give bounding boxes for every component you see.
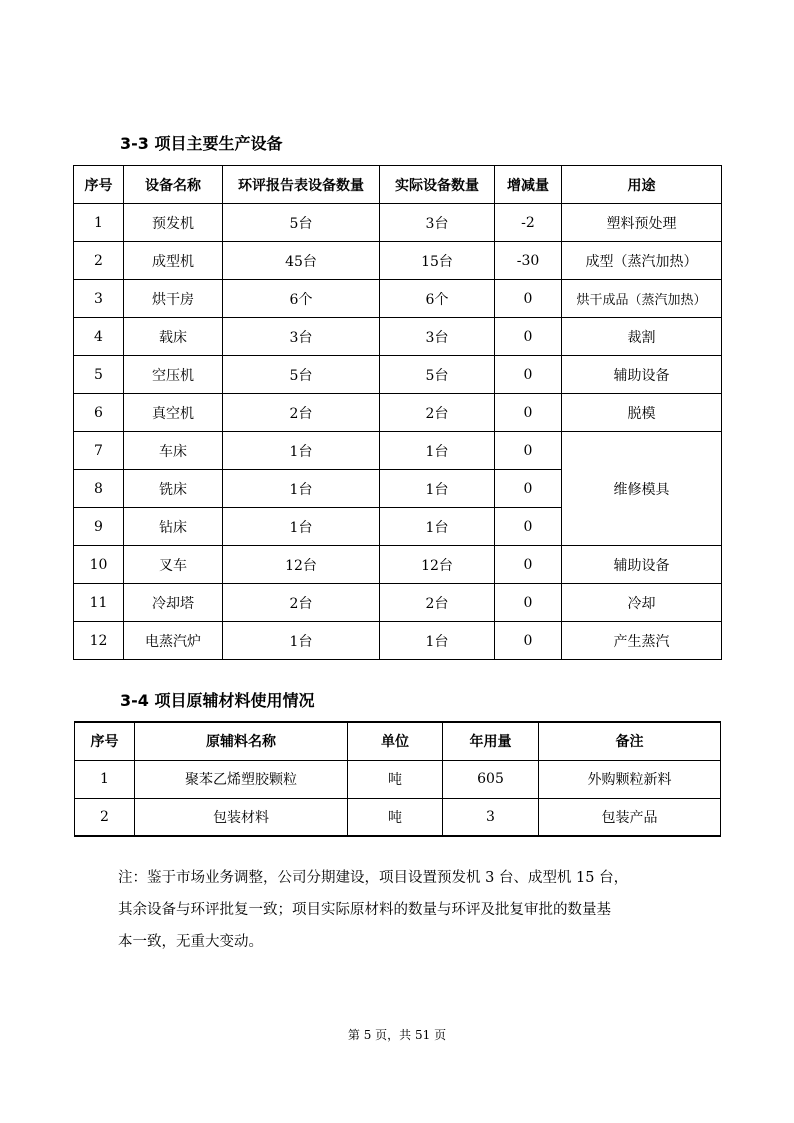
- cell-actual: 1台: [380, 432, 495, 470]
- cell-planned: 1台: [223, 432, 380, 470]
- materials-table: [74, 721, 721, 837]
- table-row: [74, 546, 722, 584]
- table-row: [74, 584, 722, 622]
- col-header-actual: 实际设备数量: [380, 166, 495, 204]
- cell-name: 烘干房: [124, 280, 223, 318]
- col-header-unit: 单位: [348, 722, 443, 760]
- cell-planned: 1台: [223, 622, 380, 660]
- col-header-name: 设备名称: [124, 166, 223, 204]
- cell-actual: 5台: [380, 356, 495, 394]
- cell-planned: 12台: [223, 546, 380, 584]
- cell-remark: 包装产品: [539, 798, 721, 836]
- cell-delta: -2: [495, 204, 562, 242]
- table-row: [74, 318, 722, 356]
- cell-name: 载床: [124, 318, 223, 356]
- cell-name: 车床: [124, 432, 223, 470]
- cell-annual-amount: 605: [443, 760, 539, 798]
- col-header-material-name: 原辅料名称: [135, 722, 348, 760]
- cell-actual: 1台: [380, 508, 495, 546]
- section-heading-materials: 3-4 项目原辅材料使用情况: [120, 691, 315, 710]
- col-header-remark: 备注: [539, 722, 721, 760]
- col-header-no: 序号: [75, 722, 135, 760]
- cell-use: 辅助设备: [562, 546, 722, 584]
- cell-planned: 45台: [223, 242, 380, 280]
- cell-delta: 0: [495, 508, 562, 546]
- table-row: [75, 760, 721, 798]
- table-row: [74, 280, 722, 318]
- cell-actual: 1台: [380, 470, 495, 508]
- cell-planned: 5台: [223, 356, 380, 394]
- cell-delta: 0: [495, 622, 562, 660]
- cell-no: 10: [74, 546, 124, 584]
- cell-name: 成型机: [124, 242, 223, 280]
- page-number-footer: 第 5 页，共 51 页: [347, 1028, 447, 1042]
- table-row: [74, 242, 722, 280]
- cell-no: 4: [74, 318, 124, 356]
- cell-actual: 12台: [380, 546, 495, 584]
- cell-no: 6: [74, 394, 124, 432]
- cell-planned: 3台: [223, 318, 380, 356]
- table-header-row: [74, 166, 722, 204]
- cell-actual: 3台: [380, 204, 495, 242]
- cell-delta: 0: [495, 584, 562, 622]
- cell-use: 塑料预处理: [562, 204, 722, 242]
- table-row: [75, 798, 721, 836]
- cell-delta: 0: [495, 356, 562, 394]
- table-row: [74, 622, 722, 660]
- cell-delta: 0: [495, 280, 562, 318]
- cell-no: 9: [74, 508, 124, 546]
- cell-planned: 2台: [223, 584, 380, 622]
- cell-no: 1: [74, 204, 124, 242]
- col-header-use: 用途: [562, 166, 722, 204]
- col-header-planned: 环评报告表设备数量: [223, 166, 380, 204]
- cell-name: 钻床: [124, 508, 223, 546]
- note-line: 其余设备与环评批复一致；项目实际原材料的数量与环评及批复审批的数量基: [118, 902, 611, 918]
- table-header-row: [75, 722, 721, 760]
- cell-name: 电蒸汽炉: [124, 622, 223, 660]
- cell-no: 7: [74, 432, 124, 470]
- cell-use: 辅助设备: [562, 356, 722, 394]
- table-row: [74, 394, 722, 432]
- cell-planned: 5台: [223, 204, 380, 242]
- cell-planned: 2台: [223, 394, 380, 432]
- table-row: [74, 204, 722, 242]
- cell-use: 脱模: [562, 394, 722, 432]
- cell-planned: 1台: [223, 508, 380, 546]
- cell-name: 冷却塔: [124, 584, 223, 622]
- cell-name: 空压机: [124, 356, 223, 394]
- cell-no: 11: [74, 584, 124, 622]
- cell-no: 8: [74, 470, 124, 508]
- cell-use: 产生蒸汽: [562, 622, 722, 660]
- cell-use: 成型（蒸汽加热）: [562, 242, 722, 280]
- cell-delta: 0: [495, 318, 562, 356]
- cell-delta: -30: [495, 242, 562, 280]
- note-line: 注：鉴于市场业务调整，公司分期建设，项目设置预发机 3 台、成型机 15 台，: [118, 870, 629, 886]
- cell-use: 裁割: [562, 318, 722, 356]
- cell-planned: 1台: [223, 470, 380, 508]
- cell-delta: 0: [495, 546, 562, 584]
- col-header-no: 序号: [74, 166, 124, 204]
- col-header-annual-amount: 年用量: [443, 722, 539, 760]
- cell-delta: 0: [495, 470, 562, 508]
- cell-actual: 15台: [380, 242, 495, 280]
- cell-name: 铣床: [124, 470, 223, 508]
- cell-no: 2: [74, 242, 124, 280]
- cell-unit: 吨: [348, 760, 443, 798]
- cell-name: 真空机: [124, 394, 223, 432]
- cell-no: 12: [74, 622, 124, 660]
- cell-material-name: 包装材料: [135, 798, 348, 836]
- table-row: [74, 432, 722, 470]
- section-heading-equipment: 3-3 项目主要生产设备: [120, 134, 283, 153]
- note-line: 本一致，无重大变动。: [118, 934, 263, 950]
- cell-use: 冷却: [562, 584, 722, 622]
- note-paragraph: [118, 862, 678, 958]
- cell-no: 3: [74, 280, 124, 318]
- table-row: [74, 356, 722, 394]
- cell-no: 1: [75, 760, 135, 798]
- cell-name: 预发机: [124, 204, 223, 242]
- cell-delta: 0: [495, 432, 562, 470]
- cell-no: 5: [74, 356, 124, 394]
- col-header-delta: 增减量: [495, 166, 562, 204]
- cell-remark: 外购颗粒新料: [539, 760, 721, 798]
- cell-use-merged: 维修模具: [562, 432, 722, 546]
- cell-name: 叉车: [124, 546, 223, 584]
- cell-annual-amount: 3: [443, 798, 539, 836]
- equipment-table: [73, 165, 722, 660]
- cell-material-name: 聚苯乙烯塑胶颗粒: [135, 760, 348, 798]
- cell-delta: 0: [495, 394, 562, 432]
- cell-actual: 2台: [380, 394, 495, 432]
- cell-actual: 1台: [380, 622, 495, 660]
- cell-unit: 吨: [348, 798, 443, 836]
- cell-actual: 2台: [380, 584, 495, 622]
- cell-no: 2: [75, 798, 135, 836]
- cell-planned: 6个: [223, 280, 380, 318]
- cell-actual: 3台: [380, 318, 495, 356]
- cell-use: 烘干成品（蒸汽加热）: [562, 280, 722, 318]
- cell-actual: 6个: [380, 280, 495, 318]
